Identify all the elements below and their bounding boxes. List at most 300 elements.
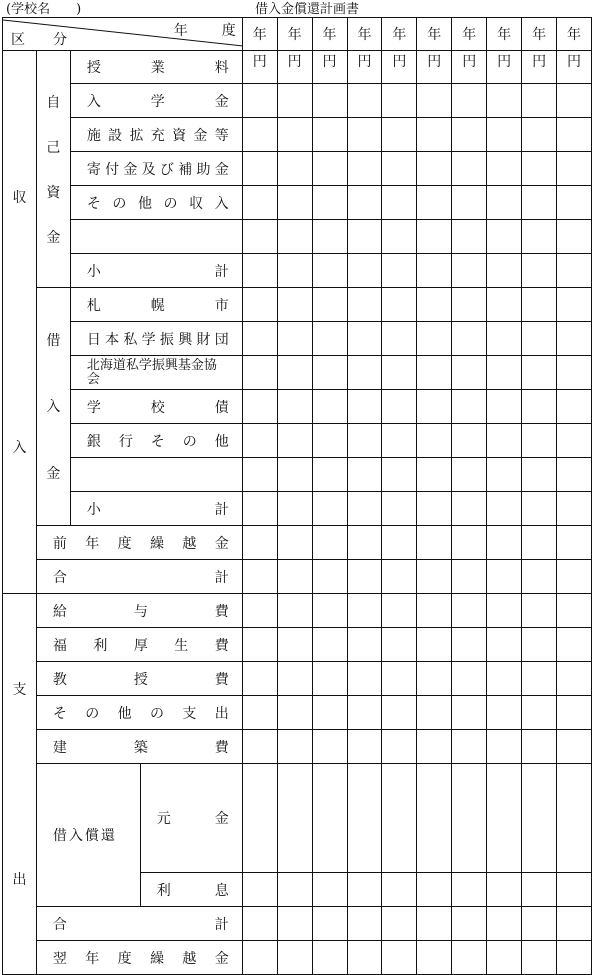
amount-input-cell[interactable] bbox=[522, 941, 557, 975]
amount-input-cell[interactable] bbox=[417, 594, 452, 628]
amount-input-cell[interactable] bbox=[452, 560, 487, 594]
amount-input-cell[interactable] bbox=[417, 424, 452, 458]
amount-input-cell[interactable] bbox=[312, 288, 347, 322]
amount-input-cell[interactable] bbox=[312, 84, 347, 118]
amount-input-cell[interactable] bbox=[382, 118, 417, 152]
amount-input-cell[interactable] bbox=[277, 390, 312, 424]
row-label: 学 校 債 bbox=[86, 399, 229, 416]
amount-input-cell[interactable] bbox=[557, 322, 592, 356]
amount-input-cell[interactable] bbox=[347, 220, 382, 254]
amount-input-cell[interactable] bbox=[452, 84, 487, 118]
amount-input-cell[interactable] bbox=[277, 84, 312, 118]
amount-input-cell[interactable] bbox=[242, 220, 277, 254]
amount-input-cell[interactable] bbox=[382, 220, 417, 254]
amount-input-cell[interactable] bbox=[487, 322, 522, 356]
amount-input-cell[interactable] bbox=[557, 220, 592, 254]
amount-input-cell[interactable] bbox=[347, 594, 382, 628]
amount-input-cell[interactable] bbox=[522, 628, 557, 662]
amount-input-cell[interactable] bbox=[452, 254, 487, 288]
amount-input-cell[interactable] bbox=[242, 458, 277, 492]
amount-input-cell[interactable] bbox=[312, 526, 347, 560]
amount-input-cell[interactable] bbox=[277, 594, 312, 628]
amount-input-cell[interactable] bbox=[522, 662, 557, 696]
amount-input-cell[interactable] bbox=[242, 492, 277, 526]
yen-unit-cell: 円 bbox=[487, 51, 522, 84]
row-label: 授 業 料 bbox=[86, 60, 229, 76]
amount-input-cell[interactable] bbox=[382, 764, 417, 873]
year-header-cell: 年 bbox=[557, 18, 592, 51]
amount-input-cell[interactable] bbox=[452, 764, 487, 873]
amount-input-cell[interactable] bbox=[522, 322, 557, 356]
amount-input-cell[interactable] bbox=[312, 424, 347, 458]
amount-input-cell[interactable] bbox=[242, 907, 277, 941]
yen-unit-cell: 円 bbox=[312, 51, 347, 84]
amount-input-cell[interactable] bbox=[347, 322, 382, 356]
category-char: 資 bbox=[46, 184, 61, 201]
amount-input-cell[interactable] bbox=[557, 186, 592, 220]
amount-input-cell[interactable] bbox=[312, 390, 347, 424]
amount-input-cell[interactable] bbox=[242, 118, 277, 152]
amount-input-cell[interactable] bbox=[487, 152, 522, 186]
amount-input-cell[interactable] bbox=[242, 628, 277, 662]
amount-input-cell[interactable] bbox=[242, 594, 277, 628]
amount-input-cell[interactable] bbox=[347, 492, 382, 526]
repayment-row-label bbox=[140, 764, 242, 873]
amount-input-cell[interactable] bbox=[452, 594, 487, 628]
amount-input-cell[interactable] bbox=[242, 152, 277, 186]
amount-input-cell[interactable] bbox=[382, 941, 417, 975]
amount-input-cell[interactable] bbox=[557, 526, 592, 560]
amount-input-cell[interactable] bbox=[417, 628, 452, 662]
amount-input-cell[interactable] bbox=[382, 907, 417, 941]
amount-input-cell[interactable] bbox=[487, 873, 522, 907]
amount-input-cell[interactable] bbox=[522, 152, 557, 186]
row-label: そ の 他 の 収 入 bbox=[86, 195, 229, 212]
amount-input-cell[interactable] bbox=[452, 662, 487, 696]
borrowings-row-label bbox=[70, 492, 242, 526]
corner-class-label: 区 分 bbox=[11, 32, 67, 48]
amount-input-cell[interactable] bbox=[277, 764, 312, 873]
row-label: 日 本 私 学 振 興 財 団 bbox=[86, 331, 229, 348]
amount-input-cell[interactable] bbox=[417, 186, 452, 220]
amount-input-cell[interactable] bbox=[557, 628, 592, 662]
amount-input-cell[interactable] bbox=[382, 254, 417, 288]
year-header-cell: 年 bbox=[242, 18, 277, 51]
amount-input-cell[interactable] bbox=[347, 424, 382, 458]
amount-input-cell[interactable] bbox=[487, 288, 522, 322]
amount-input-cell[interactable] bbox=[417, 560, 452, 594]
amount-input-cell[interactable] bbox=[452, 186, 487, 220]
amount-input-cell[interactable] bbox=[417, 526, 452, 560]
amount-input-cell[interactable] bbox=[382, 288, 417, 322]
amount-input-cell[interactable] bbox=[487, 186, 522, 220]
amount-input-cell[interactable] bbox=[312, 730, 347, 764]
amount-input-cell[interactable] bbox=[312, 941, 347, 975]
amount-input-cell[interactable] bbox=[277, 662, 312, 696]
amount-input-cell[interactable] bbox=[277, 288, 312, 322]
amount-input-cell[interactable] bbox=[277, 458, 312, 492]
category-char: 己 bbox=[46, 139, 61, 156]
amount-input-cell[interactable] bbox=[522, 730, 557, 764]
amount-input-cell[interactable] bbox=[557, 662, 592, 696]
borrowings-row-label bbox=[70, 288, 242, 322]
amount-input-cell[interactable] bbox=[242, 254, 277, 288]
yen-unit-cell: 円 bbox=[557, 51, 592, 84]
amount-input-cell[interactable] bbox=[487, 84, 522, 118]
category-char: 金 bbox=[46, 466, 61, 483]
amount-input-cell[interactable] bbox=[452, 220, 487, 254]
row-label: 寄 付 金 及 び 補 助 金 bbox=[86, 161, 229, 178]
amount-input-cell[interactable] bbox=[522, 492, 557, 526]
amount-input-cell[interactable] bbox=[452, 628, 487, 662]
amount-input-cell[interactable] bbox=[452, 288, 487, 322]
amount-input-cell[interactable] bbox=[277, 907, 312, 941]
amount-input-cell[interactable] bbox=[522, 764, 557, 873]
amount-input-cell[interactable] bbox=[312, 322, 347, 356]
amount-input-cell[interactable] bbox=[452, 424, 487, 458]
amount-input-cell[interactable] bbox=[277, 730, 312, 764]
amount-input-cell[interactable] bbox=[557, 458, 592, 492]
amount-input-cell[interactable] bbox=[417, 696, 452, 730]
amount-input-cell[interactable] bbox=[242, 730, 277, 764]
amount-input-cell[interactable] bbox=[487, 356, 522, 390]
document-title: 借入金償還計画書 bbox=[255, 2, 360, 17]
expense-row-label bbox=[36, 662, 242, 696]
amount-input-cell[interactable] bbox=[312, 662, 347, 696]
amount-input-cell[interactable] bbox=[557, 730, 592, 764]
amount-input-cell[interactable] bbox=[417, 356, 452, 390]
amount-input-cell[interactable] bbox=[417, 873, 452, 907]
amount-input-cell[interactable] bbox=[452, 526, 487, 560]
amount-input-cell[interactable] bbox=[487, 492, 522, 526]
amount-input-cell[interactable] bbox=[312, 458, 347, 492]
amount-input-cell[interactable] bbox=[557, 764, 592, 873]
amount-input-cell[interactable] bbox=[242, 186, 277, 220]
amount-input-cell[interactable] bbox=[557, 152, 592, 186]
amount-input-cell[interactable] bbox=[487, 907, 522, 941]
amount-input-cell[interactable] bbox=[522, 186, 557, 220]
amount-input-cell[interactable] bbox=[382, 84, 417, 118]
amount-input-cell[interactable] bbox=[557, 84, 592, 118]
amount-input-cell[interactable] bbox=[312, 628, 347, 662]
amount-input-cell[interactable] bbox=[347, 696, 382, 730]
amount-input-cell[interactable] bbox=[242, 356, 277, 390]
amount-input-cell[interactable] bbox=[277, 941, 312, 975]
expense-row-label bbox=[36, 730, 242, 764]
row-label: そ の 他 の 支 出 bbox=[52, 705, 229, 722]
yen-unit-cell: 円 bbox=[417, 51, 452, 84]
row-label: 教 授 費 bbox=[52, 671, 229, 688]
amount-input-cell[interactable] bbox=[242, 526, 277, 560]
amount-input-cell[interactable] bbox=[242, 764, 277, 873]
amount-input-cell[interactable] bbox=[452, 492, 487, 526]
amount-input-cell[interactable] bbox=[557, 560, 592, 594]
amount-input-cell[interactable] bbox=[382, 322, 417, 356]
amount-input-cell[interactable] bbox=[417, 458, 452, 492]
repayment-category: 借入償還 bbox=[36, 764, 140, 907]
expense-summary-row-label bbox=[36, 941, 242, 975]
category-char: 支 bbox=[12, 682, 27, 698]
amount-input-cell[interactable] bbox=[242, 424, 277, 458]
amount-input-cell[interactable] bbox=[417, 254, 452, 288]
amount-input-cell[interactable] bbox=[347, 118, 382, 152]
amount-input-cell[interactable] bbox=[452, 873, 487, 907]
amount-input-cell[interactable] bbox=[522, 390, 557, 424]
corner-header bbox=[3, 18, 243, 51]
own-funds-row-label bbox=[70, 186, 242, 220]
amount-input-cell[interactable] bbox=[417, 764, 452, 873]
amount-input-cell[interactable] bbox=[522, 220, 557, 254]
borrowings-category bbox=[36, 288, 70, 526]
amount-input-cell[interactable] bbox=[277, 526, 312, 560]
amount-input-cell[interactable] bbox=[277, 356, 312, 390]
amount-input-cell[interactable] bbox=[382, 628, 417, 662]
amount-input-cell[interactable] bbox=[347, 628, 382, 662]
amount-input-cell[interactable] bbox=[487, 118, 522, 152]
amount-input-cell[interactable] bbox=[557, 390, 592, 424]
amount-input-cell[interactable] bbox=[347, 186, 382, 220]
row-label: 元 金 bbox=[156, 811, 229, 827]
amount-input-cell[interactable] bbox=[417, 662, 452, 696]
amount-input-cell[interactable] bbox=[347, 662, 382, 696]
amount-input-cell[interactable] bbox=[417, 220, 452, 254]
amount-input-cell[interactable] bbox=[522, 907, 557, 941]
income-category bbox=[3, 51, 37, 594]
amount-input-cell[interactable] bbox=[312, 560, 347, 594]
borrowings-row-label bbox=[70, 458, 242, 492]
amount-input-cell[interactable] bbox=[382, 696, 417, 730]
amount-input-cell[interactable] bbox=[522, 84, 557, 118]
amount-input-cell[interactable] bbox=[452, 152, 487, 186]
row-label: 給 与 費 bbox=[52, 603, 229, 620]
amount-input-cell[interactable] bbox=[487, 628, 522, 662]
amount-input-cell[interactable] bbox=[347, 873, 382, 907]
year-header-cell: 年 bbox=[312, 18, 347, 51]
amount-input-cell[interactable] bbox=[382, 526, 417, 560]
amount-input-cell[interactable] bbox=[487, 560, 522, 594]
amount-input-cell[interactable] bbox=[417, 390, 452, 424]
row-label: 利 息 bbox=[156, 882, 229, 899]
year-header-cell: 年 bbox=[522, 18, 557, 51]
amount-input-cell[interactable] bbox=[487, 220, 522, 254]
amount-input-cell[interactable] bbox=[487, 941, 522, 975]
expense-category bbox=[3, 594, 37, 975]
amount-input-cell[interactable] bbox=[277, 254, 312, 288]
row-label: 合 計 bbox=[52, 916, 229, 933]
amount-input-cell[interactable] bbox=[382, 492, 417, 526]
amount-input-cell[interactable] bbox=[417, 322, 452, 356]
amount-input-cell[interactable] bbox=[522, 254, 557, 288]
amount-input-cell[interactable] bbox=[382, 390, 417, 424]
category-char: 出 bbox=[12, 872, 27, 888]
amount-input-cell[interactable] bbox=[312, 186, 347, 220]
amount-input-cell[interactable] bbox=[277, 152, 312, 186]
amount-input-cell[interactable] bbox=[347, 764, 382, 873]
amount-input-cell[interactable] bbox=[347, 152, 382, 186]
amount-input-cell[interactable] bbox=[557, 492, 592, 526]
amount-input-cell[interactable] bbox=[557, 288, 592, 322]
row-label: 福 利 厚 生 費 bbox=[52, 637, 229, 654]
amount-input-cell[interactable] bbox=[347, 730, 382, 764]
amount-input-cell[interactable] bbox=[417, 941, 452, 975]
own-funds-row-label bbox=[70, 118, 242, 152]
amount-input-cell[interactable] bbox=[347, 390, 382, 424]
row-label: 翌 年 度 繰 越 金 bbox=[52, 950, 229, 967]
amount-input-cell[interactable] bbox=[522, 458, 557, 492]
row-label: 前 年 度 繰 越 金 bbox=[52, 535, 229, 552]
amount-input-cell[interactable] bbox=[487, 764, 522, 873]
amount-input-cell[interactable] bbox=[522, 594, 557, 628]
amount-input-cell[interactable] bbox=[522, 696, 557, 730]
amount-input-cell[interactable] bbox=[312, 696, 347, 730]
amount-input-cell[interactable] bbox=[557, 254, 592, 288]
amount-input-cell[interactable] bbox=[452, 730, 487, 764]
amount-input-cell[interactable] bbox=[487, 458, 522, 492]
amount-input-cell[interactable] bbox=[557, 594, 592, 628]
amount-input-cell[interactable] bbox=[452, 322, 487, 356]
amount-input-cell[interactable] bbox=[522, 356, 557, 390]
amount-input-cell[interactable] bbox=[557, 907, 592, 941]
amount-input-cell[interactable] bbox=[487, 594, 522, 628]
amount-input-cell[interactable] bbox=[242, 696, 277, 730]
own-funds-row-label bbox=[70, 84, 242, 118]
amount-input-cell[interactable] bbox=[557, 873, 592, 907]
amount-input-cell[interactable] bbox=[347, 907, 382, 941]
year-header-cell: 年 bbox=[277, 18, 312, 51]
amount-input-cell[interactable] bbox=[242, 873, 277, 907]
amount-input-cell[interactable] bbox=[557, 941, 592, 975]
amount-input-cell[interactable] bbox=[312, 220, 347, 254]
yen-unit-cell: 円 bbox=[522, 51, 557, 84]
amount-input-cell[interactable] bbox=[312, 492, 347, 526]
amount-input-cell[interactable] bbox=[242, 941, 277, 975]
yen-unit-cell: 円 bbox=[347, 51, 382, 84]
amount-input-cell[interactable] bbox=[382, 356, 417, 390]
amount-input-cell[interactable] bbox=[312, 356, 347, 390]
amount-input-cell[interactable] bbox=[277, 492, 312, 526]
amount-input-cell[interactable] bbox=[452, 941, 487, 975]
amount-input-cell[interactable] bbox=[277, 220, 312, 254]
amount-input-cell[interactable] bbox=[242, 662, 277, 696]
amount-input-cell[interactable] bbox=[277, 628, 312, 662]
amount-input-cell[interactable] bbox=[277, 322, 312, 356]
amount-input-cell[interactable] bbox=[312, 873, 347, 907]
own-funds-row-label bbox=[70, 152, 242, 186]
own-funds-row-label bbox=[70, 220, 242, 254]
amount-input-cell[interactable] bbox=[522, 873, 557, 907]
amount-input-cell[interactable] bbox=[347, 84, 382, 118]
amount-input-cell[interactable] bbox=[557, 356, 592, 390]
category-char: 入 bbox=[46, 399, 61, 416]
amount-input-cell[interactable] bbox=[452, 356, 487, 390]
borrowings-row-label bbox=[70, 356, 242, 390]
amount-input-cell[interactable] bbox=[417, 84, 452, 118]
amount-input-cell[interactable] bbox=[312, 764, 347, 873]
amount-input-cell[interactable] bbox=[382, 730, 417, 764]
amount-input-cell[interactable] bbox=[312, 907, 347, 941]
amount-input-cell[interactable] bbox=[417, 152, 452, 186]
amount-input-cell[interactable] bbox=[312, 254, 347, 288]
amount-input-cell[interactable] bbox=[312, 594, 347, 628]
amount-input-cell[interactable] bbox=[347, 254, 382, 288]
yen-unit-cell: 円 bbox=[277, 51, 312, 84]
amount-input-cell[interactable] bbox=[487, 526, 522, 560]
year-header-cell: 年 bbox=[452, 18, 487, 51]
amount-input-cell[interactable] bbox=[452, 458, 487, 492]
amount-input-cell[interactable] bbox=[347, 458, 382, 492]
amount-input-cell[interactable] bbox=[557, 424, 592, 458]
amount-input-cell[interactable] bbox=[557, 118, 592, 152]
amount-input-cell[interactable] bbox=[347, 288, 382, 322]
amount-input-cell[interactable] bbox=[522, 118, 557, 152]
amount-input-cell[interactable] bbox=[522, 560, 557, 594]
amount-input-cell[interactable] bbox=[487, 696, 522, 730]
amount-input-cell[interactable] bbox=[487, 254, 522, 288]
own-funds-category bbox=[36, 51, 70, 288]
row-label: 札 幌 市 bbox=[86, 297, 229, 314]
amount-input-cell[interactable] bbox=[242, 288, 277, 322]
amount-input-cell[interactable] bbox=[347, 560, 382, 594]
amount-input-cell[interactable] bbox=[522, 424, 557, 458]
amount-input-cell[interactable] bbox=[242, 322, 277, 356]
amount-input-cell[interactable] bbox=[347, 941, 382, 975]
amount-input-cell[interactable] bbox=[312, 118, 347, 152]
amount-input-cell[interactable] bbox=[277, 118, 312, 152]
amount-input-cell[interactable] bbox=[382, 186, 417, 220]
amount-input-cell[interactable] bbox=[242, 390, 277, 424]
amount-input-cell[interactable] bbox=[277, 424, 312, 458]
amount-input-cell[interactable] bbox=[417, 492, 452, 526]
amount-input-cell[interactable] bbox=[452, 118, 487, 152]
amount-input-cell[interactable] bbox=[452, 696, 487, 730]
amount-input-cell[interactable] bbox=[382, 424, 417, 458]
amount-input-cell[interactable] bbox=[417, 118, 452, 152]
amount-input-cell[interactable] bbox=[347, 526, 382, 560]
amount-input-cell[interactable] bbox=[277, 696, 312, 730]
amount-input-cell[interactable] bbox=[417, 907, 452, 941]
amount-input-cell[interactable] bbox=[382, 152, 417, 186]
yen-unit-cell: 円 bbox=[452, 51, 487, 84]
amount-input-cell[interactable] bbox=[242, 84, 277, 118]
amount-input-cell[interactable] bbox=[557, 696, 592, 730]
amount-input-cell[interactable] bbox=[452, 907, 487, 941]
amount-input-cell[interactable] bbox=[487, 662, 522, 696]
amount-input-cell[interactable] bbox=[487, 390, 522, 424]
amount-input-cell[interactable] bbox=[347, 356, 382, 390]
amount-input-cell[interactable] bbox=[382, 594, 417, 628]
amount-input-cell[interactable] bbox=[417, 730, 452, 764]
amount-input-cell[interactable] bbox=[382, 560, 417, 594]
amount-input-cell[interactable] bbox=[487, 730, 522, 764]
row-label: 建 築 費 bbox=[52, 739, 229, 756]
amount-input-cell[interactable] bbox=[312, 152, 347, 186]
amount-input-cell[interactable] bbox=[242, 560, 277, 594]
amount-input-cell[interactable] bbox=[277, 560, 312, 594]
school-name-label: (学校名 ) bbox=[6, 2, 82, 17]
own-funds-row-label bbox=[70, 254, 242, 288]
amount-input-cell[interactable] bbox=[382, 662, 417, 696]
amount-input-cell[interactable] bbox=[522, 526, 557, 560]
amount-input-cell[interactable] bbox=[417, 288, 452, 322]
amount-input-cell[interactable] bbox=[382, 873, 417, 907]
category-char: 収 bbox=[12, 190, 27, 206]
amount-input-cell[interactable] bbox=[487, 424, 522, 458]
amount-input-cell[interactable] bbox=[452, 390, 487, 424]
amount-input-cell[interactable] bbox=[277, 873, 312, 907]
amount-input-cell[interactable] bbox=[382, 458, 417, 492]
amount-input-cell[interactable] bbox=[522, 288, 557, 322]
amount-input-cell[interactable] bbox=[277, 186, 312, 220]
